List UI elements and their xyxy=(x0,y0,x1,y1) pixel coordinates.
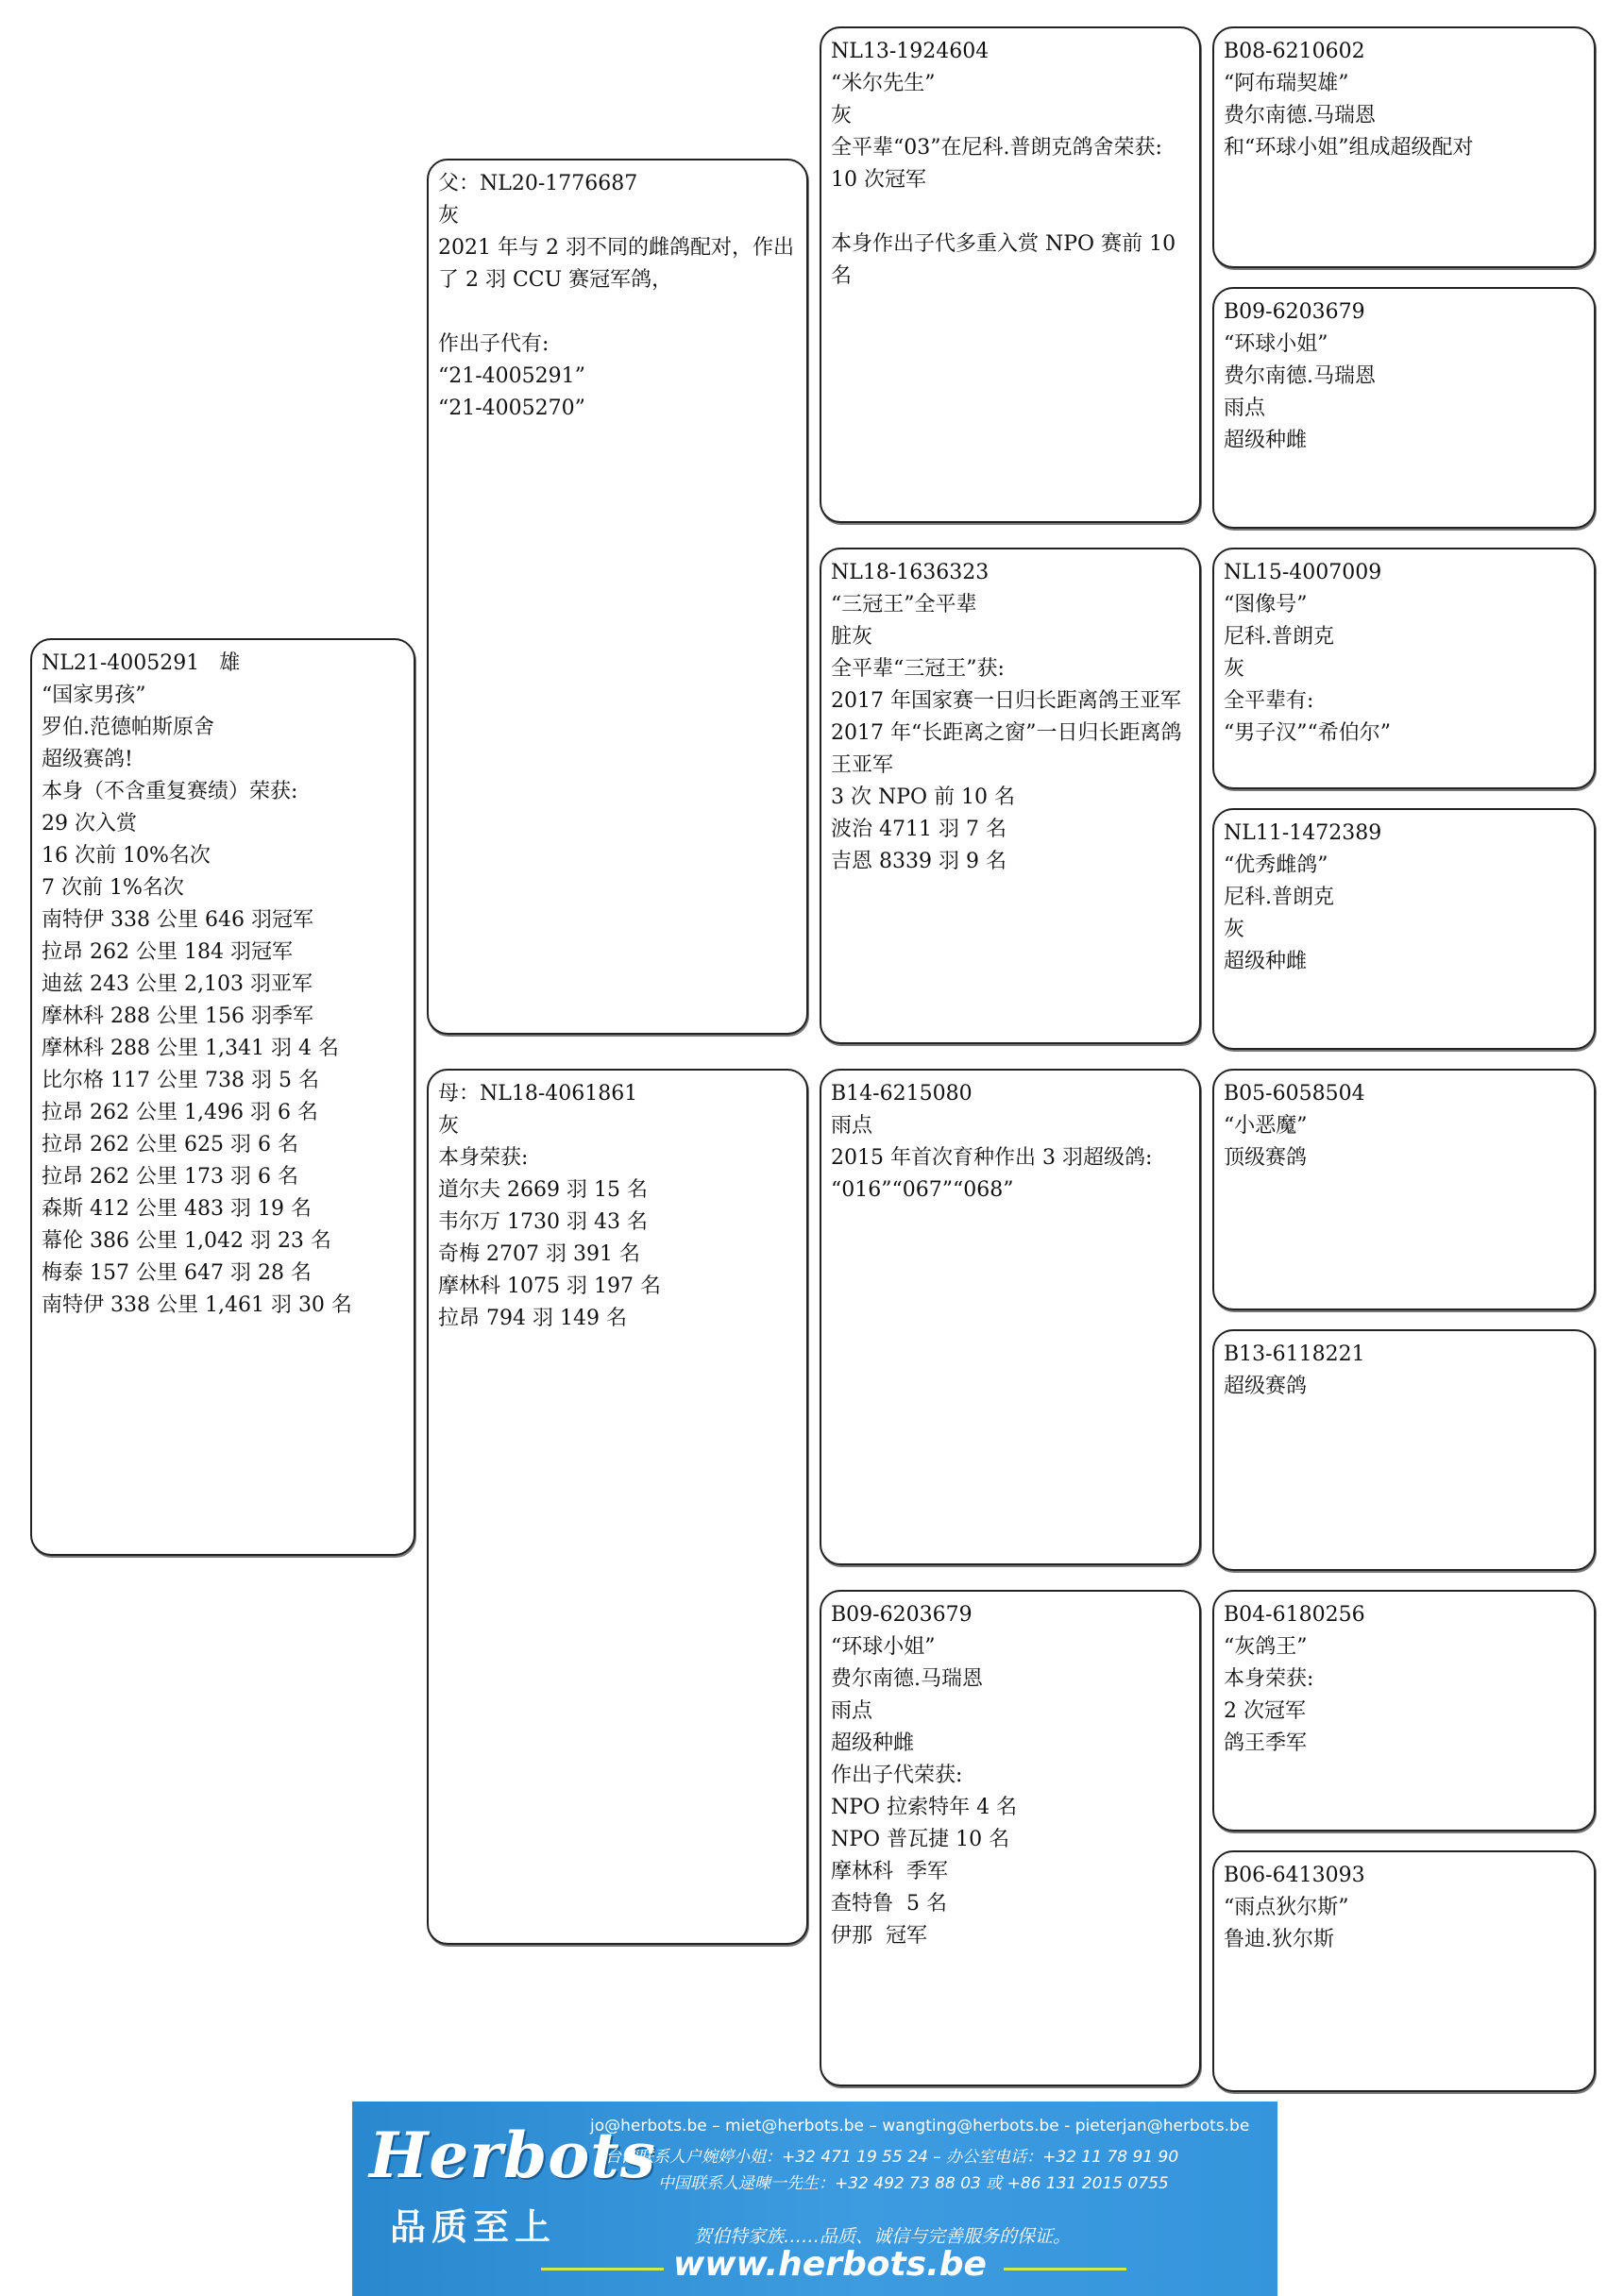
subject-card xyxy=(30,638,415,1556)
pedigree-line: “016”“067”“068” xyxy=(831,1178,1014,1202)
pedigree-line: 奇梅 2707 羽 391 名 xyxy=(438,1242,640,1266)
pedigree-line: 全平辈“03”在尼科.普朗克鸽舍荣获: xyxy=(831,136,1162,160)
pedigree-line: 尼科.普朗克 xyxy=(1224,625,1334,649)
pedigree-line: 脏灰 xyxy=(831,625,873,649)
pedigree-line: NL11-1472389 xyxy=(1224,821,1382,845)
pedigree-line: 超级种雌 xyxy=(831,1731,915,1755)
pedigree-line: 拉昂 262 公里 184 羽冠军 xyxy=(42,940,293,964)
pedigree-line: 母：NL18-4061861 xyxy=(438,1082,638,1106)
pedigree-line: 2021 年与 2 羽不同的雌鸽配对，作出了 2 羽 CCU 赛冠军鸽， xyxy=(438,236,794,292)
pedigree-line: “阿布瑞契雄” xyxy=(1224,72,1349,95)
pedigree-line: 雨点 xyxy=(1224,397,1266,420)
pedigree-line: 灰 xyxy=(1224,657,1245,681)
pedigree-line: 伊那 冠军 xyxy=(831,1924,927,1948)
pedigree-line: “环球小姐” xyxy=(1224,332,1328,356)
pedigree-line: 罗伯.范德帕斯原舍 xyxy=(42,716,214,739)
pedigree-line: 道尔夫 2669 羽 15 名 xyxy=(438,1178,648,1202)
pedigree-line: 作出子代荣获: xyxy=(831,1764,963,1787)
pedigree-line: B08-6210602 xyxy=(1224,40,1365,63)
pedigree-line: 幕伦 386 公里 1,042 羽 23 名 xyxy=(42,1229,331,1253)
pedigree-line: B04-6180256 xyxy=(1224,1603,1365,1627)
pedigree-line: 南特伊 338 公里 1,461 羽 30 名 xyxy=(42,1293,352,1317)
pedigree-line: 拉昂 794 羽 149 名 xyxy=(438,1307,627,1330)
pedigree-line: 29 次入赏 xyxy=(42,812,137,836)
dsd-card xyxy=(1212,1329,1596,1571)
pedigree-line: 灰 xyxy=(438,1114,460,1138)
decor-line-left xyxy=(541,2268,664,2271)
sss-card xyxy=(1212,26,1596,268)
motto: 贺伯特家族……品质、诚信与完善服务的保证。 xyxy=(694,2226,1072,2247)
pedigree-line: 顶级赛鸽 xyxy=(1224,1146,1308,1170)
sds-card xyxy=(1212,548,1596,789)
pedigree-line: B14-6215080 xyxy=(831,1082,973,1106)
pedigree-line: B13-6118221 xyxy=(1224,1342,1365,1366)
pedigree-line: 波治 4711 羽 7 名 xyxy=(831,818,1007,841)
pedigree-line: 拉昂 262 公里 173 羽 6 名 xyxy=(42,1165,298,1189)
pedigree-line: 本身荣获: xyxy=(1224,1667,1314,1691)
pedigree-line: “三冠王”全平辈 xyxy=(831,593,977,616)
decor-line-right xyxy=(1004,2268,1126,2271)
pedigree-line: 7 次前 1%名次 xyxy=(42,876,184,900)
pedigree-line: 父：NL20-1776687 xyxy=(438,172,638,195)
pedigree-line: 韦尔万 1730 羽 43 名 xyxy=(438,1210,648,1234)
pedigree-line xyxy=(831,196,1188,228)
pedigree-line: 灰 xyxy=(438,204,460,228)
pedigree-line: 鲁迪.狄尔斯 xyxy=(1224,1928,1334,1951)
pedigree-line xyxy=(438,296,795,329)
pedigree-line: 本身荣获: xyxy=(438,1146,529,1170)
pedigree-line: 3 次 NPO 前 10 名 xyxy=(831,785,1016,809)
pedigree-line: 作出子代有: xyxy=(438,332,550,356)
pedigree-line: 森斯 412 公里 483 羽 19 名 xyxy=(42,1197,312,1221)
pedigree-line: 本身（不含重复赛绩）荣获: xyxy=(42,780,298,803)
pedigree-line: 全平辈“三冠王”获: xyxy=(831,657,1005,681)
pedigree-line: 超级赛鸽! xyxy=(42,748,133,771)
pedigree-line: 雨点 xyxy=(831,1699,873,1723)
pedigree-line: 费尔南德.马瑞恩 xyxy=(831,1667,983,1691)
pedigree-line: 摩林科 季军 xyxy=(831,1860,948,1883)
herbots-banner xyxy=(352,2102,1277,2296)
dam-dam-card xyxy=(820,1590,1201,2086)
pedigree-line: “男子汉”“希伯尔” xyxy=(1224,721,1391,745)
pedigree-line: “雨点狄尔斯” xyxy=(1224,1896,1349,1919)
dss-card xyxy=(1212,1069,1596,1310)
pedigree-line: 摩林科 1075 羽 197 名 xyxy=(438,1275,661,1298)
pedigree-line: “小恶魔” xyxy=(1224,1114,1308,1138)
pedigree-line: NL15-4007009 xyxy=(1224,561,1382,584)
pedigree-line: 尼科.普朗克 xyxy=(1224,886,1334,909)
pedigree-line: “优秀雌鸽” xyxy=(1224,853,1328,877)
pedigree-line: 迪兹 243 公里 2,103 羽亚军 xyxy=(42,972,313,996)
pedigree-line: 梅泰 157 公里 647 羽 28 名 xyxy=(42,1261,312,1285)
pedigree-line: 全平辈有: xyxy=(1224,689,1314,713)
pedigree-line: B06-6413093 xyxy=(1224,1864,1365,1887)
pedigree-line: 10 次冠军 xyxy=(831,168,926,192)
pedigree-line: 摩林科 288 公里 1,341 羽 4 名 xyxy=(42,1037,339,1060)
pedigree-line: 南特伊 338 公里 646 羽冠军 xyxy=(42,908,313,932)
dam-sire-card xyxy=(820,1069,1201,1565)
pedigree-line: 2017 年国家赛一日归长距离鸽王亚军 xyxy=(831,689,1181,713)
ssd-card xyxy=(1212,287,1596,529)
sire-card xyxy=(427,159,808,1035)
pedigree-line: 2 次冠军 xyxy=(1224,1699,1306,1723)
herbots-logo: Herbots xyxy=(369,2119,656,2192)
slogan: 品质至上 xyxy=(390,2206,557,2248)
pedigree-line: NL21-4005291 雄 xyxy=(42,651,241,675)
china-contact: 中国联系人逯暕一先生：+32 492 73 88 03 或 +86 131 2015 0755 xyxy=(658,2174,1169,2193)
sire-dam-card xyxy=(820,548,1201,1044)
sdd-card xyxy=(1212,808,1596,1050)
pedigree-line: 灰 xyxy=(831,104,853,127)
pedigree-line: B05-6058504 xyxy=(1224,1082,1365,1106)
website-link[interactable]: www.herbots.be xyxy=(673,2245,987,2284)
dam-card xyxy=(427,1069,808,1945)
pedigree-line: 2015 年首次育种作出 3 羽超级鸽: xyxy=(831,1146,1153,1170)
pedigree-line: “米尔先生” xyxy=(831,72,936,95)
dds-card xyxy=(1212,1590,1596,1832)
pedigree-line: 灰 xyxy=(1224,918,1245,941)
pedigree-line: 摩林科 288 公里 156 羽季军 xyxy=(42,1004,313,1028)
pedigree-line: 16 次前 10%名次 xyxy=(42,844,211,868)
pedigree-line: 吉恩 8339 羽 9 名 xyxy=(831,850,1007,873)
pedigree-line: 查特鲁 5 名 xyxy=(831,1892,947,1916)
pedigree-line: 超级种雌 xyxy=(1224,429,1308,452)
pedigree-line: “国家男孩” xyxy=(42,684,146,707)
pedigree-line: NL13-1924604 xyxy=(831,40,990,63)
contact-emails[interactable]: jo@herbots.be – miet@herbots.be – wangting@herbots.be - pieterjan@herbots.be xyxy=(590,2117,1250,2136)
ddd-card xyxy=(1212,1850,1596,2092)
taiwan-contact: 台湾联系人户婉婷小姐：+32 471 19 55 24 – 办公室电话：+32 11 78 91 90 xyxy=(605,2148,1179,2167)
pedigree-line: 雨点 xyxy=(831,1114,873,1138)
sire-sire-card xyxy=(820,26,1201,523)
pedigree-line: 鸽王季军 xyxy=(1224,1731,1308,1755)
pedigree-line: NPO 拉索特年 4 名 xyxy=(831,1796,1018,1819)
pedigree-line: “21-4005291” xyxy=(438,364,585,388)
pedigree-line: NPO 普瓦捷 10 名 xyxy=(831,1828,1010,1851)
pedigree-line: 超级种雌 xyxy=(1224,950,1308,973)
pedigree-line: 和“环球小姐”组成超级配对 xyxy=(1224,136,1474,160)
pedigree-line: “环球小姐” xyxy=(831,1635,936,1659)
pedigree-line: 比尔格 117 公里 738 羽 5 名 xyxy=(42,1069,319,1092)
pedigree-line: 费尔南德.马瑞恩 xyxy=(1224,104,1376,127)
pedigree-line: B09-6203679 xyxy=(1224,300,1365,324)
pedigree-line: NL18-1636323 xyxy=(831,561,990,584)
pedigree-line: “图像号” xyxy=(1224,593,1308,616)
pedigree-line: “21-4005270” xyxy=(438,397,585,420)
pedigree-line: B09-6203679 xyxy=(831,1603,973,1627)
pedigree-line: 费尔南德.马瑞恩 xyxy=(1224,364,1376,388)
pedigree-line: 2017 年“长距离之窗”一日归长距离鸽王亚军 xyxy=(831,721,1182,777)
pedigree-line: 本身作出子代多重入赏 NPO 赛前 10 名 xyxy=(831,232,1183,288)
pedigree-line: 超级赛鸽 xyxy=(1224,1375,1308,1398)
pedigree-line: 拉昂 262 公里 1,496 羽 6 名 xyxy=(42,1101,318,1124)
pedigree-line: “灰鸽王” xyxy=(1224,1635,1308,1659)
pedigree-line: 拉昂 262 公里 625 羽 6 名 xyxy=(42,1133,298,1156)
